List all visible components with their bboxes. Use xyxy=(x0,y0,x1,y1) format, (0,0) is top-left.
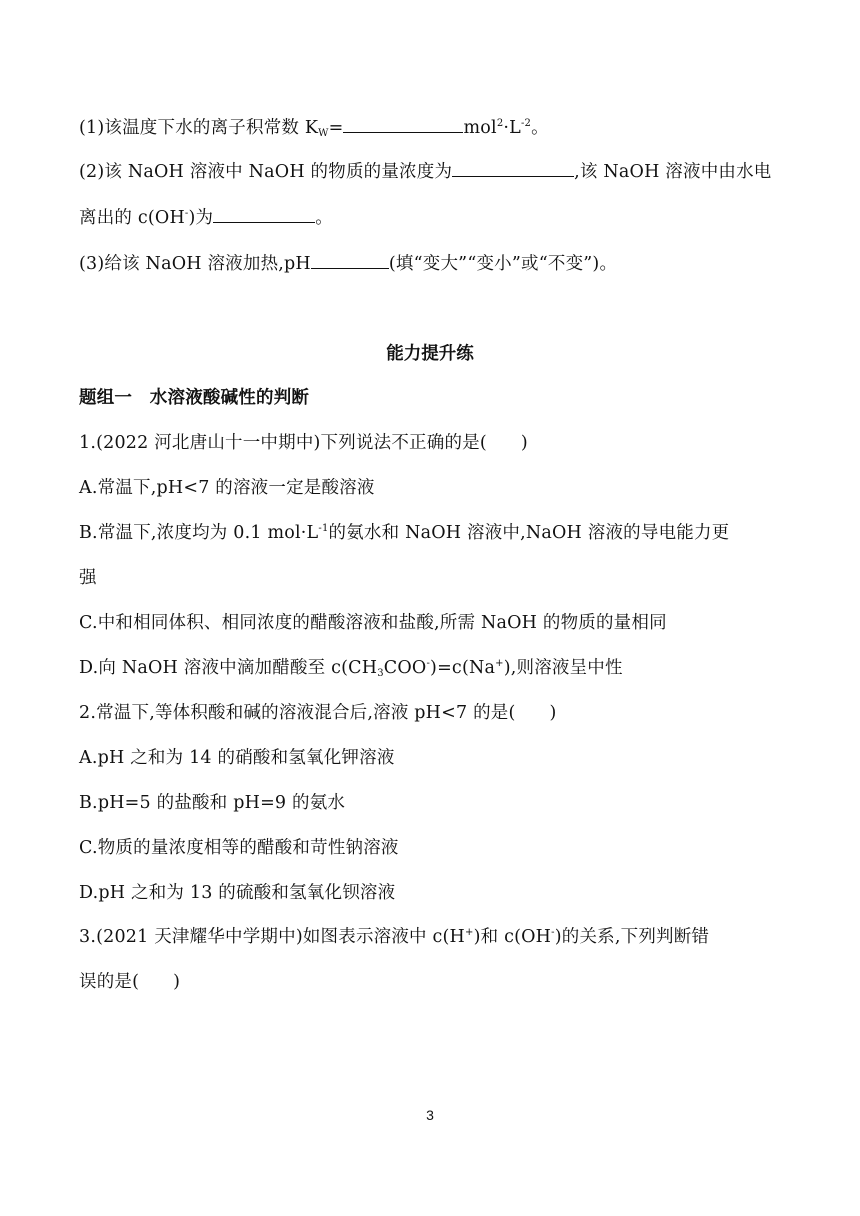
answer-blank[interactable] xyxy=(213,207,315,223)
superscript: + xyxy=(495,658,504,669)
superscript: + xyxy=(465,927,474,938)
q2-option-d: D.pH 之和为 13 的硫酸和氢氧化钡溶液 xyxy=(79,883,396,903)
text: ),则溶液呈中性 xyxy=(503,658,623,678)
text: mol xyxy=(463,118,497,138)
section-title: 能力提升练 xyxy=(386,344,474,364)
subscript: 3 xyxy=(377,668,384,679)
text: ,该 NaOH 溶液中由水电 xyxy=(574,162,772,182)
q1-stem xyxy=(79,431,528,455)
text: )=c(Na xyxy=(430,658,496,678)
q2-option-a: A.pH 之和为 14 的硝酸和氢氧化钾溶液 xyxy=(79,748,395,768)
q0-part2 xyxy=(79,160,772,184)
q1-option-b xyxy=(79,521,729,545)
text: = xyxy=(328,118,344,138)
text: 的氨水和 NaOH 溶液中,NaOH 溶液的导电能力更 xyxy=(328,523,730,543)
text: ) xyxy=(520,433,528,453)
text: D.向 NaOH 溶液中滴加醋酸至 c(CH xyxy=(79,658,378,678)
q3-stem-cont xyxy=(79,970,180,994)
text: ) xyxy=(549,703,557,723)
q3-stem xyxy=(79,925,709,949)
text: (填“变大”“变小”或“不变”)。 xyxy=(388,254,618,274)
text: COO xyxy=(383,658,427,678)
q0-part2-cont xyxy=(79,206,333,230)
text: 离出的 c(OH xyxy=(79,208,185,228)
q1-option-d xyxy=(79,656,623,680)
text: B.常温下,浓度均为 0.1 mol·L xyxy=(79,523,319,543)
superscript: 2 xyxy=(496,118,504,129)
answer-blank[interactable] xyxy=(452,161,574,177)
text: )为 xyxy=(188,208,214,228)
page-number: 3 xyxy=(426,1107,434,1123)
q0-part1 xyxy=(79,116,549,140)
text: ) xyxy=(173,972,181,992)
text: 。 xyxy=(315,208,333,228)
superscript: -1 xyxy=(318,523,329,534)
text: 。 xyxy=(531,118,549,138)
text: 误的是( xyxy=(79,972,140,992)
superscript: - xyxy=(551,927,555,938)
text: (1)该温度下水的离子积常数 K xyxy=(79,118,319,138)
text: )的关系,下列判断错 xyxy=(554,927,710,947)
text: (2)该 NaOH 溶液中 NaOH 的物质的量浓度为 xyxy=(79,162,453,182)
q0-part3 xyxy=(79,252,617,276)
q2-option-c: C.物质的量浓度相等的醋酸和苛性钠溶液 xyxy=(79,838,399,858)
text: )和 c(OH xyxy=(473,927,552,947)
text: (3)给该 NaOH 溶液加热,pH xyxy=(79,254,311,274)
q2-option-b: B.pH=5 的盐酸和 pH=9 的氨水 xyxy=(79,793,346,813)
q2-stem xyxy=(79,701,557,725)
superscript: - xyxy=(184,208,189,219)
q1-option-a: A.常温下,pH<7 的溶液一定是酸溶液 xyxy=(79,478,375,498)
q1-option-c: C.中和相同体积、相同浓度的醋酸溶液和盐酸,所需 NaOH 的物质的量相同 xyxy=(79,613,667,633)
text: 2.常温下,等体积酸和碱的溶液混合后,溶液 pH<7 的是( xyxy=(79,703,516,723)
answer-blank[interactable] xyxy=(343,117,463,133)
q1-option-b-cont: 强 xyxy=(79,568,97,588)
text: 3.(2021 天津耀华中学期中)如图表示溶液中 c(H xyxy=(79,927,466,947)
answer-blank[interactable] xyxy=(311,253,389,269)
text: 1.(2022 河北唐山十一中期中)下列说法不正确的是( xyxy=(79,433,487,453)
group-heading: 题组一 水溶液酸碱性的判断 xyxy=(79,388,310,408)
text: ·L xyxy=(503,118,521,138)
superscript: - xyxy=(426,658,431,669)
subscript: W xyxy=(318,128,329,139)
superscript: -2 xyxy=(520,118,532,129)
